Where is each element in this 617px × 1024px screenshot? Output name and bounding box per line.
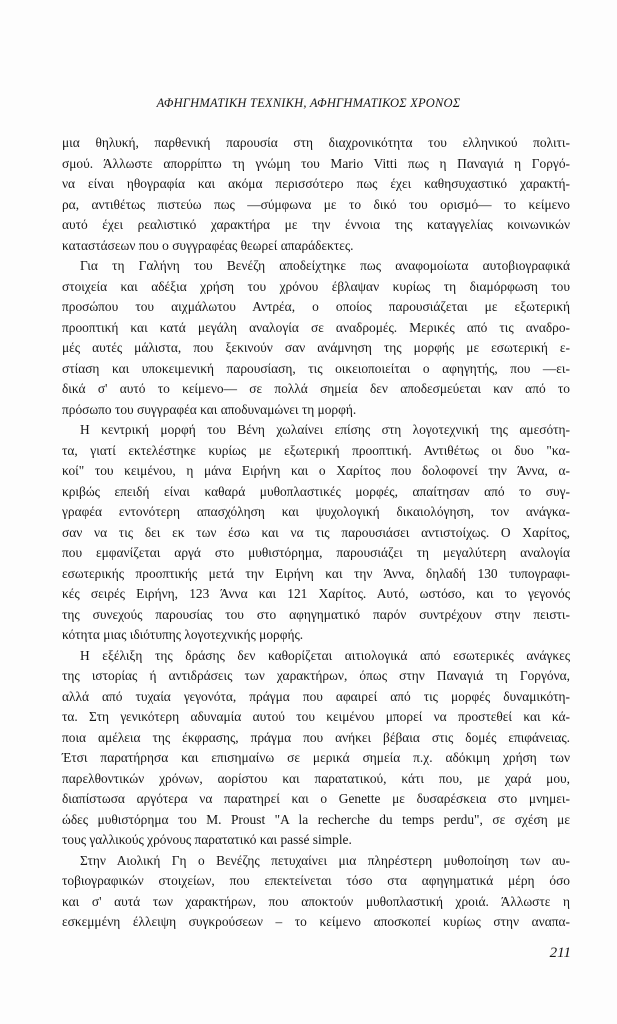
text-line: εσωτερικής προοπτικής μετά την Ειρήνη και την Άννα, δηλαδή 130 τυπογραφι-	[62, 565, 570, 581]
text-line: κές σειρές Ειρήνη, 123 Άννα και 121 Χαρίτος. Αυτό, ωστόσο, και το γεγονός	[62, 586, 570, 601]
text-line: και σ' αυτά των χαρακτήρων, που αποκτούν μυθοπλαστική χροιά. Άλλωστε η	[62, 893, 570, 909]
text-line: διαπίστωσα αργότερα να παρατηρεί και ο Genette με δυσαρέσκεια στο μνημει-	[62, 791, 570, 806]
text-line: τα, γιατί εκτελέστηκε κυρίως με εξωτερική προοπτική. Αντιθέτως οι δυο "κα-	[62, 442, 570, 458]
text-line: να είναι ηθογραφία και ακόμα περισσότερο πως έχει καθησυχαστικό χαρακτή-	[62, 176, 570, 191]
text-line: Για τη Γαλήνη του Βενέζη αποδείχτηκε πως αναφομοίωτα αυτοβιογραφικά	[80, 258, 570, 273]
text-line: που εμφανίζεται αργά στο μυθιστόρημα, παρουσιάζει τη μεγαλύτερη αναλογία	[62, 545, 570, 560]
text-line: εσκεμμένη έλλειψη συγκρούσεων – το κείμενο αποσκοπεί κυρίως στην αναπα-	[62, 914, 570, 929]
text-line: κριβώς επειδή είναι καθαρά μυθοπλαστικές μορφές, απαίτησαν από το συγ-	[62, 483, 570, 499]
text-line: αυτό έχει ρεαλιστικό χαρακτήρα με την έννοια της καταγγελίας κοινωνικών	[62, 217, 570, 232]
text-line: Έτσι παρατήρησα και επισημαίνω σε μερικά σημεία π.χ. αδόκιμη χρήση των	[62, 750, 570, 765]
text-line: Η εξέλιξη της δράσης δεν καθορίζεται αιτιολογικά από εσωτερικές ανάγκες	[80, 647, 570, 663]
text-line: στίαση και υποκειμενική παρουσίαση, τις οικειοποιείται ο αφηγητής, που —ει-	[62, 360, 570, 376]
text-line: Στην Αιολική Γη ο Βενέζης πετυχαίνει μια πληρέστερη μυθοποίηση των αυ-	[80, 852, 570, 868]
text-line: ρα, αντιθέτως πιστεύω πως —σύμφωνα με το δικό του ορισμό— το κείμενο	[62, 196, 570, 212]
text-line: σμού. Άλλωστε απορρίπτω τη γνώμη του Mario Vitti πως η Παναγιά η Γοργό-	[62, 155, 570, 171]
text-line: σαν να τις δει εκ των έσω και να τις παρουσιάσει αντιστοίχως. Ο Χαρίτος,	[62, 524, 570, 540]
text-line: μια θηλυκή, παρθενική παρουσία στη διαχρονικότητα του ελληνικού πολιτι-	[62, 135, 570, 150]
text-line: προσώπου του αιχμάλωτου Αντρέα, ο οποίος παρουσιάζεται με εξωτερική	[62, 299, 570, 314]
page-number: 211	[549, 945, 571, 961]
text-line: ώδες μυθιστόρημα του M. Proust "A la recherche du temps perdu", σε σχέση με	[62, 811, 570, 827]
text-line: μές αυτές μάλιστα, που ξεκινούν σαν ανάμνηση της μορφής με εσωτερική ε-	[62, 340, 570, 355]
text-line: τοβιογραφικών στοιχείων, που επεκτείνεται τόσο στα αφηγηματικά μέρη όσο	[62, 873, 570, 888]
body-text	[62, 133, 570, 933]
text-line: δικά σ' αυτό το κείμενο— σε πολλά σημεία δεν αποδεσμεύεται καν από το	[62, 381, 570, 396]
text-line: γραφέα εντονότερη απασχόληση και ψυχολογική δικαιολόγηση, τον ανάγκα-	[62, 504, 570, 519]
text-line: στοιχεία και αδέξια χρήση του χρόνου έβλαψαν κυρίως τη διαμόρφωση του	[62, 278, 570, 294]
text-line: καταστάσεων που ο συγγραφέας θεωρεί απαράδεκτες.	[62, 237, 354, 253]
text-line: τα. Στη γενικότερη αδυναμία αυτού του κειμένου μπορεί να προστεθεί και κά-	[62, 709, 570, 724]
text-line: παρελθοντικών χρόνων, αορίστου και παρατατικού, κάτι που, με χαρά μου,	[62, 770, 570, 786]
text-line: αλλά από τυχαία γεγονότα, πράγμα που αφαιρεί από τις μορφές δυναμικότη-	[62, 688, 570, 704]
text-line: της συνεχούς παρουσίας του στο αφηγηματικό παρόν συντρέχουν στην πειστι-	[62, 606, 570, 622]
text-line: προοπτική και κατά μεγάλη αναλογία σε αναδρομές. Μερικές από τις αναδρο-	[62, 319, 570, 335]
text-line: της ιστορίας ή αντιδράσεις των χαρακτήρων, όπως στην Παναγιά τη Γοργόνα,	[62, 668, 570, 683]
text-line: Η κεντρική μορφή του Βένη χωλαίνει επίσης στη λογοτεχνική της αμεσότη-	[80, 422, 570, 437]
text-line: τους γαλλικούς χρόνους παρατατικό και passé simple.	[62, 832, 352, 847]
text-line: κοί" του κειμένου, η μάνα Ειρήνη και ο Χαρίτος που δολοφονεί την Άννα, α-	[62, 463, 570, 478]
text-line: κότητα μιας ιδιότυπης λογοτεχνικής μορφής.	[62, 627, 304, 642]
running-head: ΑΦΗΓΗΜΑΤΙΚΗ ΤΕΧΝΙΚΗ, ΑΦΗΓΗΜΑΤΙΚΟΣ ΧΡΟΝΟΣ	[156, 96, 461, 110]
text-line: πρόσωπο του συγγραφέα και αποδυναμώνει τη μορφή.	[62, 401, 357, 417]
text-line: ποια αμέλεια της έκφρασης, πράγμα που ανήκει βέβαια στις δομές επιφάνειας.	[62, 729, 570, 745]
